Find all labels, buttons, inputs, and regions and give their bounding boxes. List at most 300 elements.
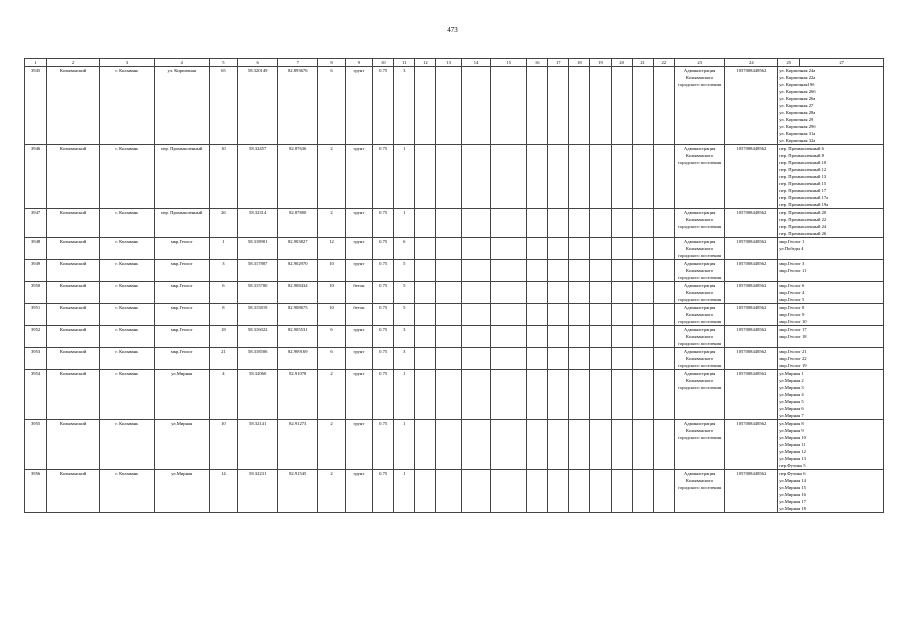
cell-locality: г. Колывань	[99, 470, 154, 513]
served-address: пер. Промышленный 22	[779, 217, 827, 222]
cell-empty	[653, 304, 674, 326]
served-address: ул.Победы 4	[779, 246, 804, 251]
column-header: 7	[278, 59, 318, 67]
cell-id: 3949	[25, 260, 47, 282]
cell-surface: грунт	[345, 145, 372, 209]
column-header: 17	[548, 59, 569, 67]
cell-empty	[491, 370, 527, 420]
cell-num: 8	[209, 304, 237, 326]
served-address: мкр.Геолог 8	[779, 305, 805, 310]
cell-org: Администрация Колыванского городского поселения	[674, 260, 725, 282]
column-header: 8	[318, 59, 345, 67]
cell-served-addresses	[778, 420, 884, 470]
cell-served-addresses	[778, 282, 884, 304]
cell-surface: грунт	[345, 326, 372, 348]
served-address: ул. Кирпичная 28а	[779, 110, 816, 115]
cell-empty	[527, 326, 548, 348]
served-address: пер.Фучика 5	[779, 463, 806, 468]
served-address: ул. Кирпичная19б	[779, 82, 815, 87]
cell-id: 3951	[25, 304, 47, 326]
served-address: пер. Промышленный 19а	[779, 202, 829, 207]
served-address: пер. Промышленный 13	[779, 174, 827, 179]
cell-street: мкр.Геолог	[154, 348, 209, 370]
cell-served-addresses	[778, 348, 884, 370]
cell-served-addresses	[778, 326, 884, 348]
cell-empty	[653, 282, 674, 304]
cell-empty	[436, 209, 461, 238]
cell-empty	[491, 260, 527, 282]
cell-empty	[527, 282, 548, 304]
cell-empty	[461, 370, 491, 420]
cell-lat: 58.315819	[238, 304, 278, 326]
served-address: ул. Кирпичная 26б	[779, 89, 816, 94]
cell-locality: г. Колывань	[99, 326, 154, 348]
cell-empty	[491, 282, 527, 304]
cell-street: мкр.Геолог	[154, 282, 209, 304]
cell-volume: 0.75	[373, 67, 394, 145]
cell-count: 10	[318, 282, 345, 304]
served-address: ул. Кирпичная 26а	[779, 96, 816, 101]
cell-empty	[436, 282, 461, 304]
cell-empty	[548, 209, 569, 238]
cell-surface: грунт	[345, 420, 372, 470]
cell-empty	[527, 238, 548, 260]
cell-id: 3953	[25, 348, 47, 370]
cell-surface: грунт	[345, 348, 372, 370]
table-row	[25, 420, 884, 470]
cell-empty	[491, 145, 527, 209]
cell-empty	[436, 420, 461, 470]
cell-empty	[415, 348, 436, 370]
column-header: 6	[238, 59, 278, 67]
cell-ogrn: 1057008448562	[725, 67, 778, 145]
served-address: ул.Мирная 10	[779, 435, 806, 440]
cell-bins: 3	[394, 348, 415, 370]
cell-empty	[611, 348, 632, 370]
cell-street: мкр.Геолог	[154, 260, 209, 282]
cell-org: Администрация Колыванского городского поселения	[674, 145, 725, 209]
served-address: пер. Промышленный 15	[779, 181, 827, 186]
cell-ogrn: 1057008448562	[725, 145, 778, 209]
cell-empty	[415, 420, 436, 470]
cell-empty	[461, 348, 491, 370]
cell-empty	[548, 260, 569, 282]
cell-id: 3948	[25, 238, 47, 260]
cell-district: Колыванский	[47, 420, 100, 470]
cell-served-addresses	[778, 370, 884, 420]
cell-lat: 58.32141	[238, 420, 278, 470]
table-row	[25, 209, 884, 238]
cell-bins: 3	[394, 67, 415, 145]
table-row	[25, 470, 884, 513]
served-address: ул. Кирпичная 29	[779, 117, 814, 122]
cell-count: 2	[318, 420, 345, 470]
cell-street: ул.Мирная	[154, 420, 209, 470]
cell-id: 3955	[25, 420, 47, 470]
cell-empty	[436, 67, 461, 145]
cell-volume: 0.75	[373, 209, 394, 238]
cell-surface: грунт	[345, 260, 372, 282]
cell-volume: 0.75	[373, 420, 394, 470]
cell-empty	[632, 282, 653, 304]
column-header: 1	[25, 59, 47, 67]
cell-lat: 58.32314	[238, 209, 278, 238]
cell-ogrn: 1057008448562	[725, 209, 778, 238]
table-row	[25, 348, 884, 370]
cell-count: 2	[318, 209, 345, 238]
served-address: пер. Промышленный 12	[779, 167, 827, 172]
served-address: пер. Промышленный 26	[779, 231, 827, 236]
cell-empty	[436, 145, 461, 209]
cell-empty	[461, 67, 491, 145]
cell-empty	[548, 326, 569, 348]
served-address: мкр.Геолог 4	[779, 290, 805, 295]
cell-empty	[527, 260, 548, 282]
served-address: ул.Мирная 1	[779, 371, 804, 376]
column-header: 16	[527, 59, 548, 67]
cell-empty	[569, 370, 590, 420]
cell-empty	[569, 282, 590, 304]
served-address: мкр.Геолог 5	[779, 297, 805, 302]
served-address: ул. Кирпичная 27	[779, 103, 814, 108]
cell-street: пер. Промышленный	[154, 145, 209, 209]
cell-empty	[632, 470, 653, 513]
cell-district: Колыванский	[47, 326, 100, 348]
cell-empty	[436, 326, 461, 348]
cell-org: Администрация Колыванского городского поселения	[674, 420, 725, 470]
cell-id: 3956	[25, 470, 47, 513]
cell-lat: 58.318901	[238, 238, 278, 260]
cell-empty	[632, 348, 653, 370]
cell-empty	[415, 260, 436, 282]
cell-empty	[548, 145, 569, 209]
cell-served-addresses	[778, 209, 884, 238]
served-address: мкр.Геолог 21	[779, 349, 807, 354]
served-address: ул.Мирная 8	[779, 421, 804, 426]
cell-empty	[611, 470, 632, 513]
cell-empty	[653, 67, 674, 145]
served-address: пер.Фучика 6	[779, 471, 806, 476]
column-header: 15	[491, 59, 527, 67]
served-address: мкр.Геолог 1	[779, 239, 805, 244]
cell-empty	[461, 209, 491, 238]
served-address: ул. Кирпичная 32а	[779, 138, 816, 143]
column-header: 14	[461, 59, 491, 67]
served-address: пер. Промышленный 17а	[779, 195, 829, 200]
cell-locality: г. Колывань	[99, 209, 154, 238]
cell-empty	[611, 420, 632, 470]
cell-district: Колыванский	[47, 145, 100, 209]
cell-empty	[653, 470, 674, 513]
cell-lon: 82.909169	[278, 348, 318, 370]
table-row	[25, 304, 884, 326]
served-address: пер. Промышленный 24	[779, 224, 827, 229]
cell-empty	[436, 348, 461, 370]
cell-locality: г. Колывань	[99, 370, 154, 420]
cell-empty	[436, 238, 461, 260]
cell-bins: 1	[394, 470, 415, 513]
cell-count: 6	[318, 67, 345, 145]
cell-district: Колыванский	[47, 470, 100, 513]
column-header: 5	[209, 59, 237, 67]
cell-empty	[611, 67, 632, 145]
column-header: 4	[154, 59, 209, 67]
cell-bins: 5	[394, 282, 415, 304]
registry-table	[24, 58, 884, 513]
cell-empty	[653, 209, 674, 238]
cell-ogrn: 1057008448562	[725, 304, 778, 326]
cell-empty	[527, 67, 548, 145]
cell-ogrn: 1057008448562	[725, 470, 778, 513]
served-address: пер. Промышленный 17	[779, 188, 827, 193]
header-row	[25, 59, 884, 67]
cell-org: Администрация Колыванского городского поселения	[674, 326, 725, 348]
cell-empty	[461, 238, 491, 260]
cell-surface: грунт	[345, 67, 372, 145]
cell-empty	[632, 145, 653, 209]
cell-org: Администрация Колыванского городского поселения	[674, 238, 725, 260]
cell-empty	[461, 304, 491, 326]
cell-lon: 82.91545	[278, 470, 318, 513]
cell-street: ул.Мирная	[154, 370, 209, 420]
cell-district: Колыванский	[47, 209, 100, 238]
cell-volume: 0.75	[373, 145, 394, 209]
cell-empty	[653, 145, 674, 209]
column-header: 11	[394, 59, 415, 67]
served-address: ул. Кирпичная 29б	[779, 124, 816, 129]
cell-empty	[415, 67, 436, 145]
cell-served-addresses	[778, 67, 884, 145]
cell-empty	[632, 238, 653, 260]
cell-empty	[590, 348, 611, 370]
served-address: ул.Мирная 2	[779, 378, 804, 383]
cell-empty	[590, 420, 611, 470]
cell-lon: 82.905531	[278, 326, 318, 348]
cell-num: 65	[209, 67, 237, 145]
cell-volume: 0.75	[373, 470, 394, 513]
cell-empty	[632, 260, 653, 282]
cell-num: 26	[209, 209, 237, 238]
served-address: ул.Мирная 14	[779, 478, 806, 483]
cell-served-addresses	[778, 260, 884, 282]
cell-num: 3	[209, 260, 237, 282]
served-address: мкр.Геолог 10	[779, 319, 807, 324]
cell-empty	[527, 420, 548, 470]
cell-surface: грунт	[345, 209, 372, 238]
table-row	[25, 67, 884, 145]
cell-empty	[436, 304, 461, 326]
cell-street: ул.Мирная	[154, 470, 209, 513]
cell-empty	[415, 145, 436, 209]
served-address: ул.Мирная 15	[779, 485, 806, 490]
column-header: 20	[611, 59, 632, 67]
cell-lat: 58.32231	[238, 470, 278, 513]
cell-num: 14	[209, 470, 237, 513]
served-address: ул.Мирная 13	[779, 456, 806, 461]
cell-empty	[590, 209, 611, 238]
cell-street: мкр.Геолог	[154, 238, 209, 260]
cell-id: 3954	[25, 370, 47, 420]
cell-num: 10	[209, 145, 237, 209]
cell-org: Администрация Колыванского городского поселения	[674, 370, 725, 420]
cell-street: мкр.Геолог	[154, 304, 209, 326]
cell-empty	[548, 470, 569, 513]
served-address: пер. Промышленный 6	[779, 146, 824, 151]
cell-lon: 82.908675	[278, 304, 318, 326]
cell-empty	[653, 238, 674, 260]
cell-empty	[590, 238, 611, 260]
cell-empty	[461, 420, 491, 470]
cell-lon: 82.908434	[278, 282, 318, 304]
cell-volume: 0.75	[373, 282, 394, 304]
served-address: ул.Мирная 7	[779, 413, 804, 418]
served-address: ул.Мирная 18	[779, 506, 806, 511]
table-row	[25, 260, 884, 282]
served-address: ул.Мирная 3	[779, 385, 804, 390]
cell-ogrn: 1057008448562	[725, 420, 778, 470]
cell-served-addresses	[778, 304, 884, 326]
cell-empty	[590, 260, 611, 282]
column-header: 2	[47, 59, 100, 67]
cell-count: 2	[318, 370, 345, 420]
cell-count: 10	[318, 304, 345, 326]
cell-empty	[548, 420, 569, 470]
cell-bins: 1	[394, 145, 415, 209]
cell-org: Администрация Колыванского городского поселения	[674, 282, 725, 304]
cell-id: 3945	[25, 67, 47, 145]
cell-org: Администрация Колыванского городского поселения	[674, 470, 725, 513]
served-address: пер. Промышленный 10	[779, 160, 827, 165]
cell-street: пер. Промышленный	[154, 209, 209, 238]
table-row	[25, 326, 884, 348]
cell-empty	[569, 348, 590, 370]
cell-lat: 58.320149	[238, 67, 278, 145]
cell-locality: г. Колывань	[99, 420, 154, 470]
cell-empty	[527, 470, 548, 513]
cell-count: 2	[318, 470, 345, 513]
cell-empty	[611, 304, 632, 326]
served-address: ул.Мирная 16	[779, 492, 806, 497]
served-address: ул. Кирпичная 22а	[779, 75, 816, 80]
cell-count: 12	[318, 238, 345, 260]
served-address: пер. Промышленный 20	[779, 210, 827, 215]
column-header: 25	[778, 59, 800, 67]
cell-empty	[611, 238, 632, 260]
served-address: мкр.Геолог 18	[779, 334, 807, 339]
cell-empty	[632, 209, 653, 238]
cell-lon: 82.91078	[278, 370, 318, 420]
cell-empty	[548, 282, 569, 304]
cell-lat: 58.315700	[238, 282, 278, 304]
cell-count: 6	[318, 348, 345, 370]
cell-empty	[527, 209, 548, 238]
cell-num: 10	[209, 420, 237, 470]
cell-empty	[436, 260, 461, 282]
cell-volume: 0.75	[373, 326, 394, 348]
cell-empty	[491, 209, 527, 238]
cell-lat: 58.32457	[238, 145, 278, 209]
cell-lon: 82.903827	[278, 238, 318, 260]
column-header: 19	[590, 59, 611, 67]
cell-empty	[548, 348, 569, 370]
cell-locality: г. Колывань	[99, 282, 154, 304]
cell-locality: г. Колывань	[99, 348, 154, 370]
cell-empty	[569, 420, 590, 470]
cell-empty	[569, 326, 590, 348]
cell-empty	[611, 260, 632, 282]
cell-empty	[590, 67, 611, 145]
cell-lon: 82.87636	[278, 145, 318, 209]
cell-district: Колыванский	[47, 348, 100, 370]
cell-served-addresses	[778, 238, 884, 260]
cell-ogrn: 1057008448562	[725, 260, 778, 282]
cell-empty	[569, 238, 590, 260]
cell-id: 3950	[25, 282, 47, 304]
cell-empty	[632, 420, 653, 470]
cell-empty	[415, 209, 436, 238]
cell-district: Колыванский	[47, 282, 100, 304]
cell-empty	[611, 282, 632, 304]
cell-empty	[632, 67, 653, 145]
cell-empty	[461, 470, 491, 513]
cell-bins: 5	[394, 260, 415, 282]
cell-volume: 0.75	[373, 348, 394, 370]
served-address: мкр.Геолог 9	[779, 312, 805, 317]
cell-num: 21	[209, 348, 237, 370]
cell-ogrn: 1057008448562	[725, 326, 778, 348]
cell-empty	[415, 370, 436, 420]
cell-count: 10	[318, 260, 345, 282]
cell-empty	[590, 304, 611, 326]
column-header: 23	[674, 59, 725, 67]
cell-surface: бетон	[345, 282, 372, 304]
column-header: 18	[569, 59, 590, 67]
cell-count: 6	[318, 326, 345, 348]
cell-empty	[569, 260, 590, 282]
cell-bins: 5	[394, 304, 415, 326]
cell-locality: г. Колывань	[99, 238, 154, 260]
column-header: 24	[725, 59, 778, 67]
cell-empty	[611, 326, 632, 348]
cell-empty	[548, 304, 569, 326]
served-address: ул. Кирпичная 31а	[779, 131, 816, 136]
cell-volume: 0.75	[373, 260, 394, 282]
cell-lon: 82.902970	[278, 260, 318, 282]
cell-served-addresses	[778, 470, 884, 513]
cell-served-addresses	[778, 145, 884, 209]
column-header: 10	[373, 59, 394, 67]
served-address: пер. Промышленный 8	[779, 153, 824, 158]
cell-org: Администрация Колыванского городского поселения	[674, 348, 725, 370]
cell-empty	[461, 260, 491, 282]
cell-locality: г. Колывань	[99, 304, 154, 326]
cell-lon: 82.87800	[278, 209, 318, 238]
cell-district: Колыванский	[47, 260, 100, 282]
cell-empty	[461, 282, 491, 304]
served-address: ул.Мирная 5	[779, 399, 804, 404]
cell-empty	[590, 470, 611, 513]
cell-empty	[590, 282, 611, 304]
cell-empty	[590, 145, 611, 209]
cell-district: Колыванский	[47, 370, 100, 420]
cell-empty	[527, 370, 548, 420]
cell-surface: бетон	[345, 304, 372, 326]
cell-district: Колыванский	[47, 304, 100, 326]
table-row	[25, 145, 884, 209]
cell-street: мкр.Геолог	[154, 326, 209, 348]
served-address: ул.Мирная 17	[779, 499, 806, 504]
cell-empty	[548, 238, 569, 260]
